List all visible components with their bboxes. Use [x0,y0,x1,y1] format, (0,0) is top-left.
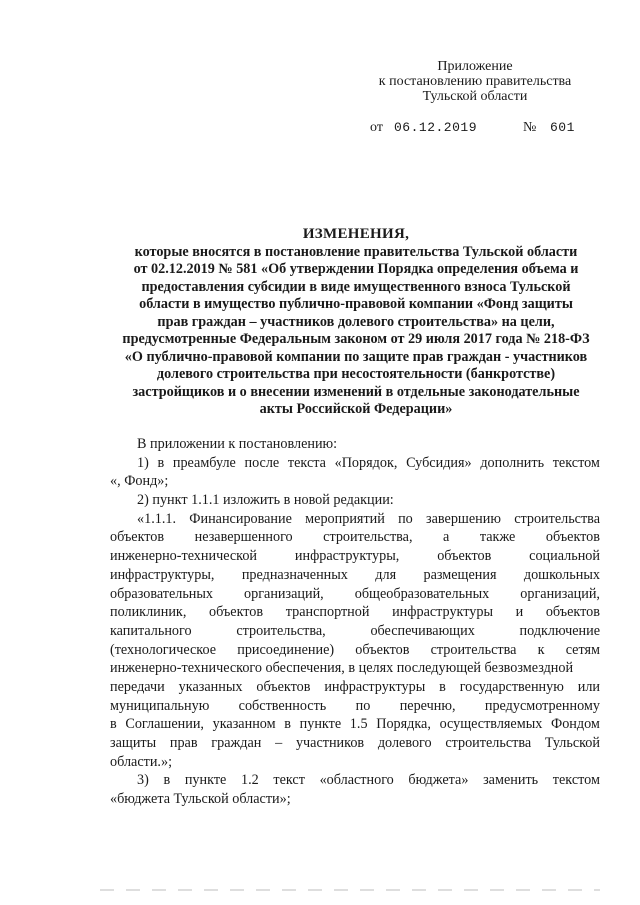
body-line [110,715,600,734]
resolution-dateline [370,120,600,136]
body-word: подключение [519,622,600,639]
body-word: после [244,454,280,471]
body-word: в [110,716,117,733]
body-word: 1.5 [349,716,368,733]
body-word: передачи [110,678,165,695]
body-line [110,659,600,678]
resolution-date: 06.12.2019 [394,120,478,135]
body-word: Субсидия» [406,454,472,471]
body-word: перечню, [399,697,456,714]
heading-line: акты Российской Федерации» [259,401,453,417]
body-word: дошкольных [523,566,600,583]
body-line [110,585,600,604]
body-word: долевого [377,735,432,751]
body-line [110,641,600,660]
body-word: поликлиник, [110,604,187,621]
appendix-line-3: Тульской области [422,89,528,104]
heading-line: застройщиков и о внесении изменений в отдельные законодательные [132,383,580,400]
body-word: социальной [529,548,600,565]
body-word: (технологическое [110,641,217,658]
body-word: 1) [137,454,149,471]
body-word: также [479,529,516,546]
body-word: 2) пункт 1.1.1 изложить в новой редакции: [137,492,394,509]
body-word: объектов [545,529,600,546]
body-word: «, Фонд»; [110,473,169,490]
body-word: указанных [178,678,243,695]
body-word: В приложении к постановлению: [137,436,338,452]
body-word: капитального [110,622,192,639]
body-word: для [375,566,397,583]
body-word: инфраструктуры [324,678,426,695]
body-word: Финансирование [189,510,292,527]
body-word: инженерно-технической [110,548,258,565]
body-word: текста [287,454,326,471]
body-word: объектов [110,529,165,546]
body-word: пункте [184,772,227,789]
body-line [110,491,600,510]
scan-artifact [100,889,600,891]
body-word: строительства, [236,622,326,639]
body-word: сетям [565,641,600,658]
heading-title: ИЗМЕНЕНИЯ, [302,226,410,242]
body-line [110,753,600,772]
body-word: государственную [459,678,564,695]
body-word: организаций, [520,585,600,602]
body-line [110,771,600,790]
body-word: преамбуле [172,454,236,471]
heading-line: долевого строительства при несостоятельности (банкротстве) [156,366,556,382]
body-word: объектов [437,548,492,565]
body-word: бюджета» [408,772,469,789]
body-word: объектов [545,604,600,621]
body-word: в [284,716,291,733]
body-word: заменить [483,772,539,789]
body-word: и [515,604,524,621]
body-word: общеобразовательных [354,585,490,602]
body-line [110,622,600,641]
date-from-label: от [370,120,383,135]
body-word: «1.1.1. [137,510,177,527]
body-word: Фондом [551,716,600,733]
body-line [110,435,600,454]
body-word: завершению [426,510,501,527]
body-word: объектов [256,678,311,695]
body-word: граждан [211,735,262,751]
heading-line: которые вносятся в постановление правительства Тульской области [134,243,578,260]
body-word: Соглашении, [125,716,204,733]
body-word: Тульской [544,735,600,751]
body-word: организаций, [244,585,324,602]
body-word: «Порядок, [334,454,398,471]
body-word: «бюджета Тульской области»; [110,791,291,808]
body-word: инфраструктуры, [110,566,215,583]
body-word: размещения [423,566,497,583]
body-word: осуществляемых [439,716,543,733]
body-line [110,678,600,697]
heading-line: «О публично-правовой компании по защите прав граждан - участников [124,348,588,365]
body-line [110,472,600,491]
body-word: к [537,641,545,658]
body-line [110,454,600,473]
resolution-number: 601 [550,120,575,135]
body-word: по [355,697,371,714]
appendix-line-1: Приложение [437,59,513,74]
appendix-stamp [360,59,590,104]
body-word: строительства [430,641,517,658]
body-word: мероприятий [305,510,385,527]
body-word: в [157,454,165,471]
body-word: строительства [514,510,600,527]
body-line [110,790,600,809]
body-word: «областного [319,772,394,789]
body-word: в [163,772,171,789]
body-word: пункте [299,716,342,733]
body-word: области.»; [110,753,173,770]
body-word: указанном [212,716,276,733]
body-word: присоединение) [237,641,335,658]
body-word: предназначенных [241,566,348,583]
body-line [110,566,600,585]
heading-line: предусмотренные Федеральным законом от 29 июля 2017 года № 218-ФЗ [122,331,590,347]
body-word: транспортной [285,604,370,621]
body-word: объектов [209,604,264,621]
heading-line: предоставления субсидии в виде имущественного взноса Тульской [141,278,571,295]
body-word: текстом [552,772,600,789]
body-word: или [577,678,600,695]
body-word: 1.2 [240,772,259,789]
body-word: – [275,735,283,751]
body-word: строительства [445,735,532,751]
body-word: муниципальную [110,697,210,714]
body-line [110,603,600,622]
body-word: дополнить [480,454,545,471]
body-word: Порядка, [376,716,431,733]
body-word: предусмотренному [484,697,600,714]
body-word: прав [169,735,198,751]
body-word: а [443,529,450,546]
body-line [110,510,600,529]
body-line [110,734,600,753]
body-word: текстом [552,454,600,471]
body-word: объектов [355,641,410,658]
body-word: образовательных [110,585,214,602]
body-word: участников [295,735,365,751]
document-heading [96,226,616,419]
body-word: обеспечивающих [370,622,475,639]
body-word: текст [273,772,305,789]
body-word: в [439,678,446,695]
body-word: незавершенного [194,529,293,546]
body-line [110,697,600,716]
body-word: инженерно-технического обеспечения, в целях последующей безвозмездной [110,660,574,677]
body-line [110,528,600,547]
body-word: собственность [238,697,327,714]
heading-line: прав граждан – участников долевого строительства» на цели, [157,313,555,330]
heading-line: от 02.12.2019 № 581 «Об утверждении Порядка определения объема и [133,261,579,277]
heading-line: области в имущество публично-правовой компании «Фонд защиты [139,296,573,312]
body-word: защиты [110,735,157,751]
document-body [110,435,600,809]
body-line [110,547,600,566]
body-word: строительства, [323,529,413,546]
body-word: по [398,510,413,527]
body-word: 3) [137,772,149,789]
body-word: инфраструктуры [392,604,493,621]
body-word: инфраструктуры, [294,548,400,565]
number-label: № [523,120,537,135]
appendix-line-2: к постановлению правительства [378,74,572,89]
